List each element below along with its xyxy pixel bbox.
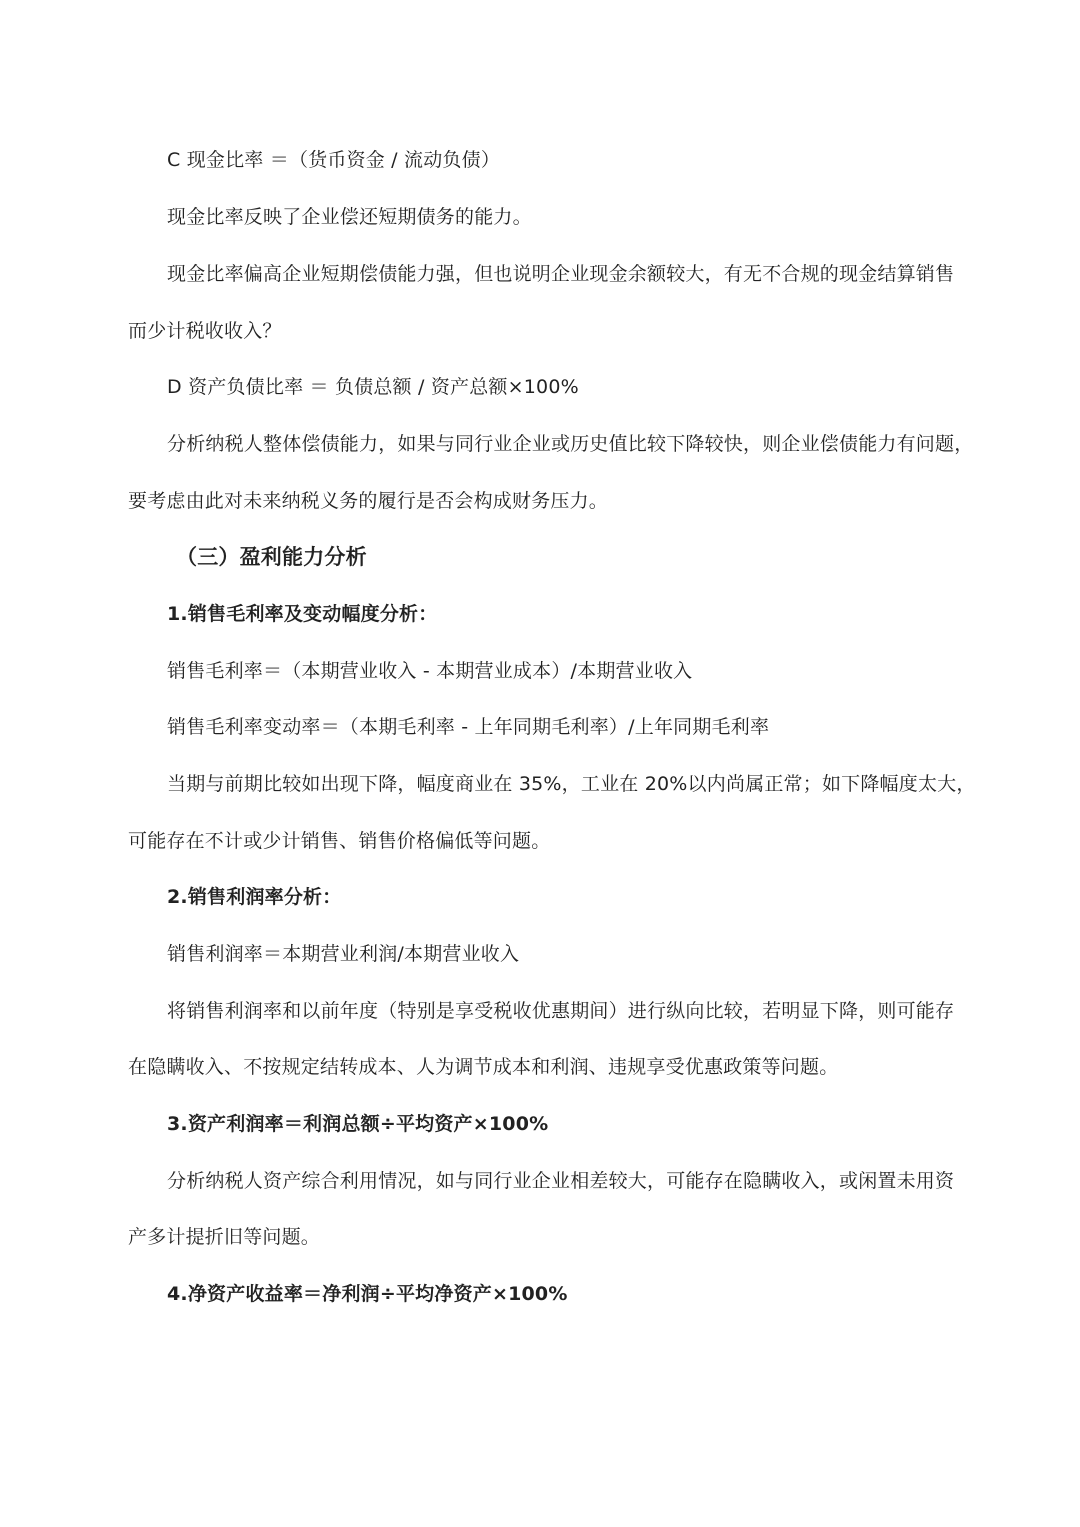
text-line: 分析纳税人资产综合利用情况，如与同行业企业相差较大，可能存在隐瞒收入，或闲置未用资 — [167, 1170, 955, 1192]
text-line: C 现金比率 ＝（货币资金 / 流动负债） — [167, 149, 501, 171]
section-heading: （三）盈利能力分析 — [176, 545, 367, 569]
text-line: 要考虑由此对未来纳税义务的履行是否会构成财务压力。 — [128, 490, 609, 512]
text-line: 而少计税收收入？ — [128, 320, 282, 342]
text-line: 可能存在不计或少计销售、销售价格偏低等问题。 — [128, 830, 551, 852]
text-line: 产多计提折旧等问题。 — [128, 1226, 321, 1248]
text-line: 分析纳税人整体偿债能力，如果与同行业企业或历史值比较下降较快，则企业偿债能力有问题， — [167, 433, 974, 455]
text-line: 现金比率反映了企业偿还短期债务的能力。 — [167, 206, 532, 228]
text-line: 将销售利润率和以前年度（特别是享受税收优惠期间）进行纵向比较，若明显下降，则可能存 — [167, 1000, 955, 1022]
formula-line: 销售毛利率＝（本期营业收入 - 本期营业成本）/本期营业收入 — [167, 660, 693, 682]
text-line: 现金比率偏高企业短期偿债能力强，但也说明企业现金余额较大，有无不合规的现金结算销售 — [167, 263, 955, 285]
text-line: 当期与前期比较如出现下降，幅度商业在 35%，工业在 20%以内尚属正常；如下降幅度太大， — [167, 773, 976, 795]
subsection-heading: 1.销售毛利率及变动幅度分析： — [167, 603, 438, 625]
formula-line: 销售利润率＝本期营业利润/本期营业收入 — [167, 943, 520, 965]
subsection-heading: 4.净资产收益率＝净利润÷平均净资产×100% — [167, 1283, 568, 1305]
subsection-heading: 2.销售利润率分析： — [167, 886, 342, 908]
text-line: D 资产负债比率 ＝ 负债总额 / 资产总额×100% — [167, 376, 579, 398]
formula-line: 销售毛利率变动率＝（本期毛利率 - 上年同期毛利率）/上年同期毛利率 — [167, 716, 770, 738]
text-line: 在隐瞒收入、不按规定结转成本、人为调节成本和利润、违规享受优惠政策等问题。 — [128, 1056, 839, 1078]
subsection-heading: 3.资产利润率＝利润总额÷平均资产×100% — [167, 1113, 549, 1135]
